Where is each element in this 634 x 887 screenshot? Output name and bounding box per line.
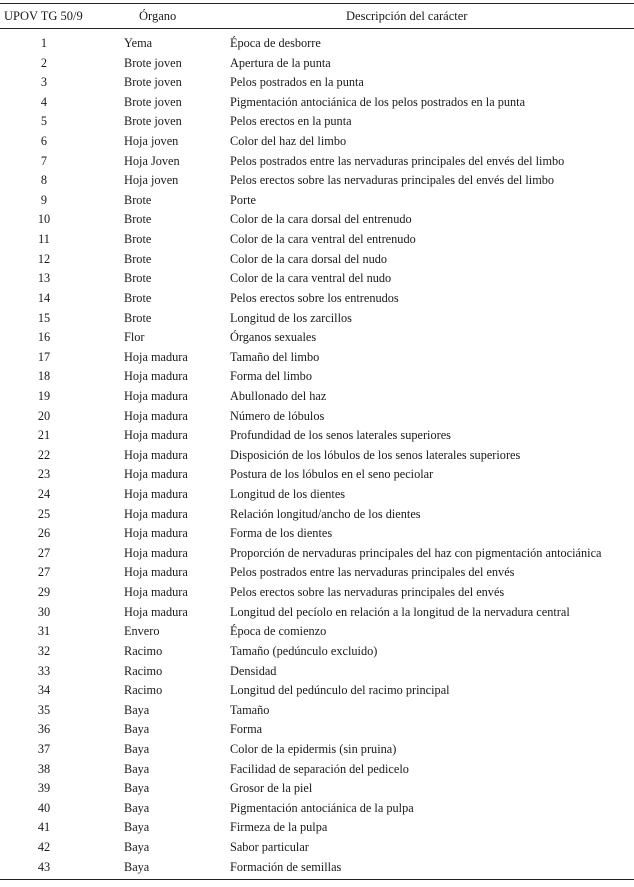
table-row [0, 623, 634, 643]
row-number: 42 [37, 839, 51, 854]
row-descripcion: Longitud de los dientes [230, 487, 346, 502]
row-descripcion: Relación longitud/ancho de los dientes [230, 506, 421, 521]
row-descripcion: Forma del limbo [230, 369, 312, 384]
row-organo: Racimo [124, 663, 163, 678]
table-row [0, 859, 634, 879]
row-descripcion: Longitud de los zarcillos [230, 310, 352, 325]
row-descripcion: Forma de los dientes [230, 526, 333, 541]
row-organo: Racimo [124, 643, 163, 658]
row-number: 27 [37, 565, 51, 580]
row-organo: Baya [124, 722, 150, 737]
row-number: 20 [37, 408, 51, 423]
table-row [0, 133, 634, 153]
table-row [0, 604, 634, 624]
row-descripcion: Tamaño (pedúnculo excluido) [230, 643, 378, 658]
row-organo: Hoja madura [124, 565, 188, 580]
row-number: 1 [40, 36, 48, 50]
row-descripcion: Época de comienzo [230, 624, 327, 639]
row-descripcion: Disposición de los lóbulos de los senos laterales superiores [230, 447, 521, 462]
row-descripcion: Pelos erectos sobre las nervaduras principales del envés del limbo [230, 173, 555, 188]
row-descripcion: Color de la epidermis (sin pruina) [230, 741, 397, 756]
row-organo: Hoja madura [124, 487, 188, 502]
table-row [0, 584, 634, 604]
row-number: 24 [37, 487, 51, 502]
row-organo: Hoja Joven [124, 153, 180, 168]
table-row [0, 427, 634, 447]
row-descripcion: Época de desborre [230, 36, 321, 50]
row-organo: Baya [124, 839, 150, 854]
row-descripcion: Órganos sexuales [230, 330, 317, 345]
row-organo: Baya [124, 702, 150, 717]
row-number: 4 [40, 94, 48, 109]
row-organo: Baya [124, 741, 150, 756]
row-descripcion: Longitud del pecíolo en relación a la longitud de la nervadura central [230, 604, 570, 619]
table-row [0, 506, 634, 526]
row-descripcion: Porte [230, 192, 256, 207]
row-descripcion: Color del haz del limbo [230, 134, 347, 149]
row-descripcion: Abullonado del haz [230, 388, 327, 403]
row-descripcion: Pelos erectos sobre las nervaduras principales del envés [230, 585, 505, 600]
table-row [0, 819, 634, 839]
table-row [0, 74, 634, 94]
row-number: 39 [37, 781, 51, 796]
row-number: 36 [37, 722, 51, 737]
row-number: 23 [37, 467, 51, 482]
row-number: 40 [37, 800, 51, 815]
row-organo: Hoja joven [124, 134, 179, 149]
row-number: 30 [37, 604, 51, 619]
row-descripcion: Pelos postrados entre las nervaduras principales del envés [230, 565, 515, 580]
row-organo: Brote [124, 232, 152, 247]
row-descripcion: Pelos erectos sobre los entrenudos [230, 290, 399, 305]
row-descripcion: Color de la cara ventral del nudo [230, 271, 392, 286]
row-descripcion: Profundidad de los senos laterales superiores [230, 428, 451, 443]
row-descripcion: Color de la cara ventral del entrenudo [230, 232, 416, 247]
row-organo: Hoja madura [124, 447, 188, 462]
table-row [0, 702, 634, 722]
row-organo: Hoja madura [124, 506, 188, 521]
table-row [0, 113, 634, 133]
table-body [0, 35, 634, 878]
row-descripcion: Postura de los lóbulos en el seno peciolar [230, 467, 434, 482]
row-number: 13 [37, 271, 51, 286]
row-organo: Hoja madura [124, 428, 188, 443]
row-descripcion: Longitud del pedúnculo del racimo principal [230, 683, 450, 698]
row-organo: Baya [124, 820, 150, 835]
table-row [0, 761, 634, 781]
row-organo: Brote [124, 310, 152, 325]
table-row [0, 525, 634, 545]
header-rule [0, 28, 634, 29]
row-descripcion: Pelos postrados en la punta [230, 75, 364, 90]
row-descripcion: Número de lóbulos [230, 408, 325, 423]
table-row [0, 447, 634, 467]
row-organo: Baya [124, 859, 150, 874]
row-descripcion: Tamaño [230, 702, 270, 717]
table-bottom-rule [0, 879, 634, 880]
row-number: 18 [37, 369, 51, 384]
row-organo: Racimo [124, 683, 163, 698]
row-number: 9 [40, 192, 48, 207]
row-number: 41 [37, 820, 51, 835]
row-descripcion: Firmeza de la pulpa [230, 820, 328, 835]
table-row [0, 172, 634, 192]
table-row [0, 408, 634, 428]
row-descripcion: Proporción de nervaduras principales del haz con pigmentación antociánica [230, 545, 602, 560]
row-organo: Brote [124, 271, 152, 286]
table-row [0, 55, 634, 75]
table-row [0, 466, 634, 486]
row-organo: Hoja madura [124, 545, 188, 560]
table-row [0, 486, 634, 506]
row-number: 10 [37, 212, 51, 227]
row-number: 27 [37, 545, 51, 560]
table-row [0, 349, 634, 369]
row-organo: Baya [124, 781, 150, 796]
row-number: 32 [37, 643, 51, 658]
header-descripcion: Descripción del carácter [346, 9, 468, 23]
row-number: 43 [37, 859, 51, 874]
row-number: 8 [40, 173, 48, 188]
row-number: 2 [40, 55, 48, 70]
row-number: 29 [37, 585, 51, 600]
row-organo: Hoja madura [124, 349, 188, 364]
table-row [0, 270, 634, 290]
table-row [0, 643, 634, 663]
row-number: 31 [37, 624, 51, 639]
row-descripcion: Apertura de la punta [230, 55, 331, 70]
row-descripcion: Tamaño del limbo [230, 349, 320, 364]
row-descripcion: Densidad [230, 663, 277, 678]
row-organo: Hoja madura [124, 604, 188, 619]
table-row [0, 231, 634, 251]
row-organo: Brote joven [124, 114, 182, 129]
row-number: 16 [37, 330, 51, 345]
row-number: 22 [37, 447, 51, 462]
table-row [0, 545, 634, 565]
row-number: 6 [40, 134, 48, 149]
row-number: 37 [37, 741, 51, 756]
row-organo: Brote [124, 290, 152, 305]
row-organo: Baya [124, 761, 150, 776]
row-organo: Brote joven [124, 75, 182, 90]
header-organo: Órgano [139, 9, 177, 23]
table-row [0, 388, 634, 408]
row-descripcion: Pigmentación antociánica de los pelos postrados en la punta [230, 94, 526, 109]
row-descripcion: Sabor particular [230, 839, 309, 854]
row-number: 33 [37, 663, 51, 678]
table-row [0, 192, 634, 212]
table-row [0, 35, 634, 55]
row-number: 26 [37, 526, 51, 541]
table-top-rule [0, 3, 634, 4]
row-organo: Hoja madura [124, 369, 188, 384]
row-number: 38 [37, 761, 51, 776]
row-organo: Hoja madura [124, 585, 188, 600]
row-descripcion: Pigmentación antociánica de la pulpa [230, 800, 414, 815]
row-number: 7 [40, 153, 48, 168]
table-row [0, 780, 634, 800]
table-row [0, 741, 634, 761]
table-row [0, 153, 634, 173]
table-row [0, 564, 634, 584]
row-number: 19 [37, 388, 51, 403]
row-organo: Baya [124, 800, 150, 815]
row-number: 11 [38, 232, 50, 247]
table-row [0, 94, 634, 114]
table-row [0, 721, 634, 741]
table-row [0, 211, 634, 231]
row-organo: Envero [124, 624, 160, 639]
row-descripcion: Pelos erectos en la punta [230, 114, 352, 129]
row-number: 35 [37, 702, 51, 717]
table-row [0, 310, 634, 330]
row-organo: Brote joven [124, 55, 182, 70]
row-number: 3 [40, 75, 48, 90]
row-organo: Brote joven [124, 94, 182, 109]
table-row [0, 368, 634, 388]
row-number: 5 [40, 114, 48, 129]
row-descripcion: Pelos postrados entre las nervaduras principales del envés del limbo [230, 153, 565, 168]
table-row [0, 290, 634, 310]
row-organo: Hoja madura [124, 388, 188, 403]
row-number: 21 [37, 428, 51, 443]
row-descripcion: Grosor de la piel [230, 781, 313, 796]
row-organo: Yema [124, 36, 153, 50]
row-number: 17 [37, 349, 51, 364]
row-number: 34 [37, 683, 51, 698]
header-upov: UPOV TG 50/9 [4, 9, 83, 23]
table-row [0, 839, 634, 859]
row-descripcion: Facilidad de separación del pedicelo [230, 761, 409, 776]
row-number: 14 [37, 290, 51, 305]
row-number: 15 [37, 310, 51, 325]
row-descripcion: Forma [230, 722, 263, 737]
table-row [0, 251, 634, 271]
row-organo: Brote [124, 192, 152, 207]
row-organo: Brote [124, 251, 152, 266]
row-descripcion: Formación de semillas [230, 859, 342, 874]
table-row [0, 329, 634, 349]
row-organo: Hoja madura [124, 408, 188, 423]
table-row [0, 682, 634, 702]
table-row [0, 663, 634, 683]
row-organo: Flor [124, 330, 145, 345]
table-row [0, 800, 634, 820]
row-organo: Hoja madura [124, 526, 188, 541]
row-organo: Hoja joven [124, 173, 179, 188]
row-organo: Brote [124, 212, 152, 227]
row-organo: Hoja madura [124, 467, 188, 482]
row-descripcion: Color de la cara dorsal del entrenudo [230, 212, 412, 227]
row-number: 12 [37, 251, 51, 266]
row-number: 25 [37, 506, 51, 521]
row-descripcion: Color de la cara dorsal del nudo [230, 251, 388, 266]
